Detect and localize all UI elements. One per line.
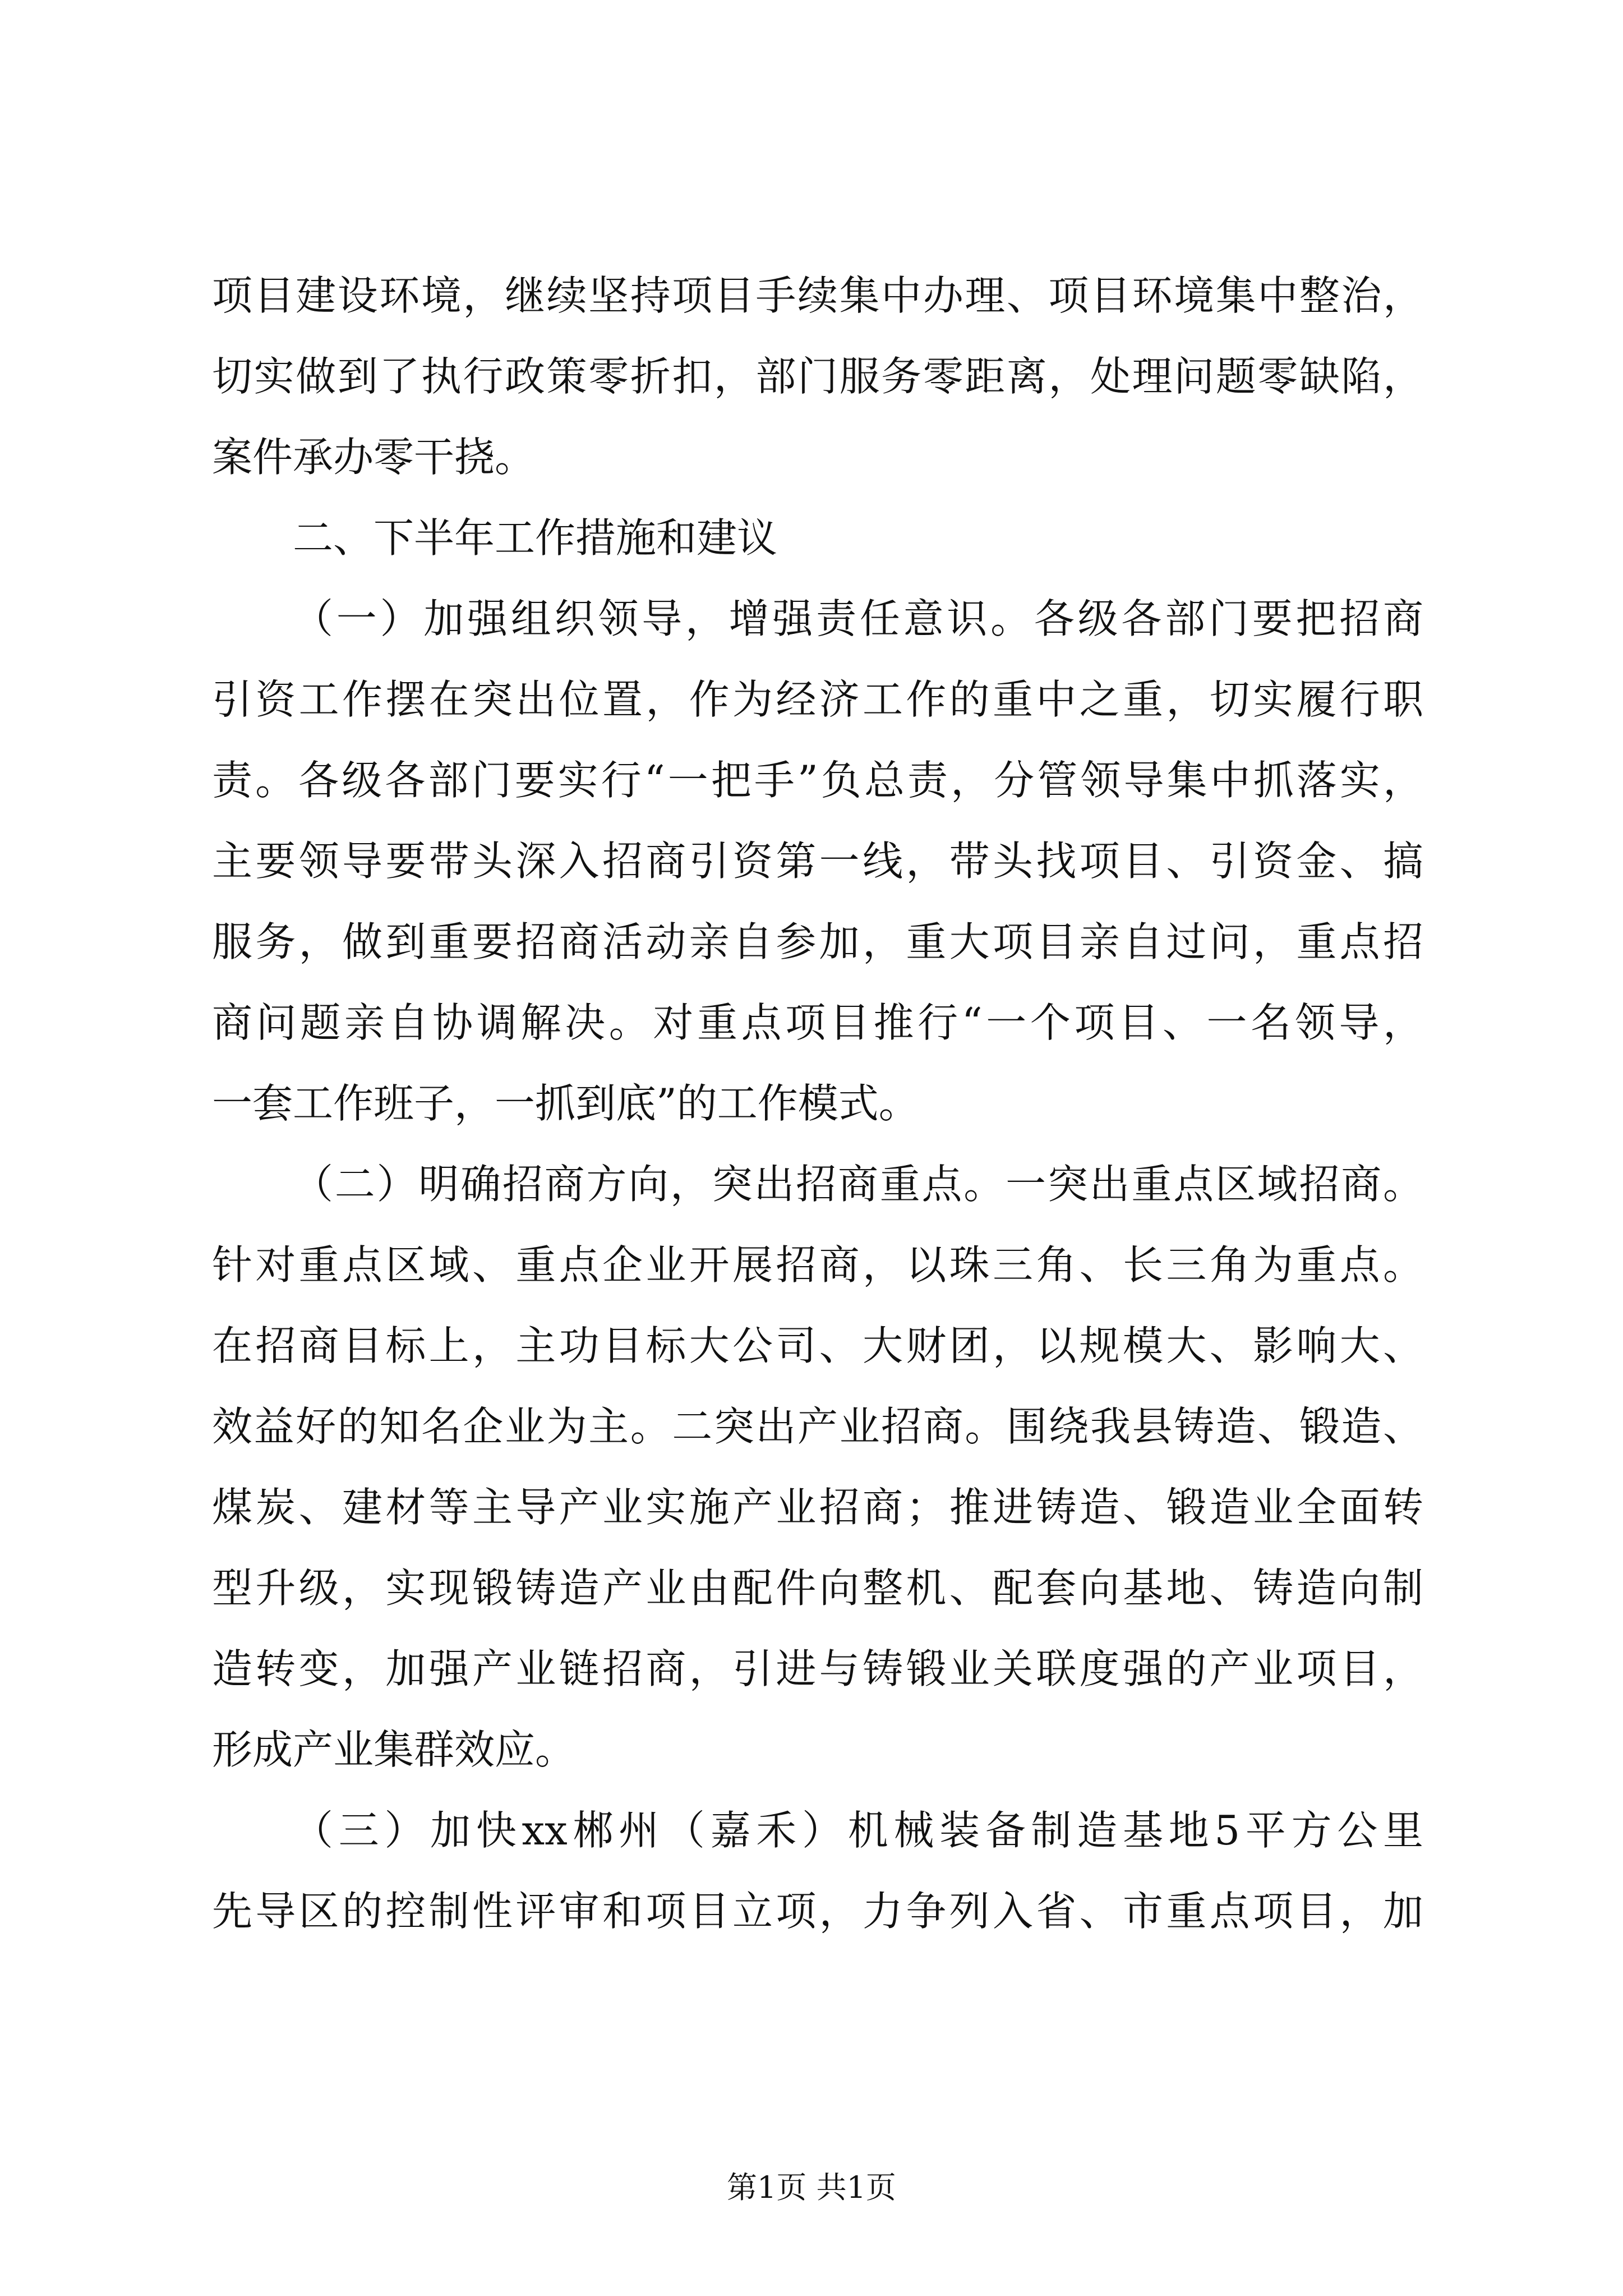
text-line: 切实做到了执行政策零折扣，部门服务零距离，处理问题零缺陷， <box>212 353 1423 400</box>
text-line: 服务，做到重要招商活动亲自参加，重大项目亲自过问，重点招 <box>212 918 1423 965</box>
text-line: 商问题亲自协调解决。对重点项目推行“一个项目、一名领导， <box>212 999 1423 1046</box>
text-line: 针对重点区域、重点企业开展招商，以珠三角、长三角为重点。 <box>212 1241 1423 1289</box>
text-line: 二、下半年工作措施和建议 <box>293 514 778 562</box>
text-line: （二）明确招商方向，突出招商重点。一突出重点区域招商。 <box>293 1161 1423 1208</box>
text-line: 效益好的知名企业为主。二突出产业招商。围绕我县铸造、锻造、 <box>212 1403 1423 1450</box>
page-footer: 第1页 共1页 <box>727 2170 896 2205</box>
text-line: 案件承办零干挠。 <box>212 434 536 481</box>
text-line: 引资工作摆在突出位置，作为经济工作的重中之重，切实履行职 <box>212 676 1423 723</box>
text-line: （三）加快xx郴州（嘉禾）机械装备制造基地5平方公里 <box>293 1807 1423 1854</box>
text-line: 责。各级各部门要实行“一把手”负总责，分管领导集中抓落实， <box>212 757 1423 804</box>
text-line: 在招商目标上，主功目标大公司、大财团，以规模大、影响大、 <box>212 1322 1423 1369</box>
text-line: 先导区的控制性评审和项目立项，力争列入省、市重点项目，加 <box>212 1888 1423 1935</box>
text-line: 造转变，加强产业链招商，引进与铸锻业关联度强的产业项目， <box>212 1645 1423 1692</box>
text-line: 型升级，实现锻铸造产业由配件向整机、配套向基地、铸造向制 <box>212 1565 1423 1612</box>
text-line: 煤炭、建材等主导产业实施产业招商；推进铸造、锻造业全面转 <box>212 1484 1423 1531</box>
text-line: （一）加强组织领导，增强责任意识。各级各部门要把招商 <box>293 595 1423 642</box>
text-line: 一套工作班子，一抓到底”的工作模式。 <box>212 1080 919 1127</box>
text-line: 主要领导要带头深入招商引资第一线，带头找项目、引资金、搞 <box>212 838 1423 885</box>
text-line: 形成产业集群效应。 <box>212 1726 576 1773</box>
document-body <box>212 255 1423 1952</box>
text-line: 项目建设环境，继续坚持项目手续集中办理、项目环境集中整治， <box>212 272 1423 319</box>
